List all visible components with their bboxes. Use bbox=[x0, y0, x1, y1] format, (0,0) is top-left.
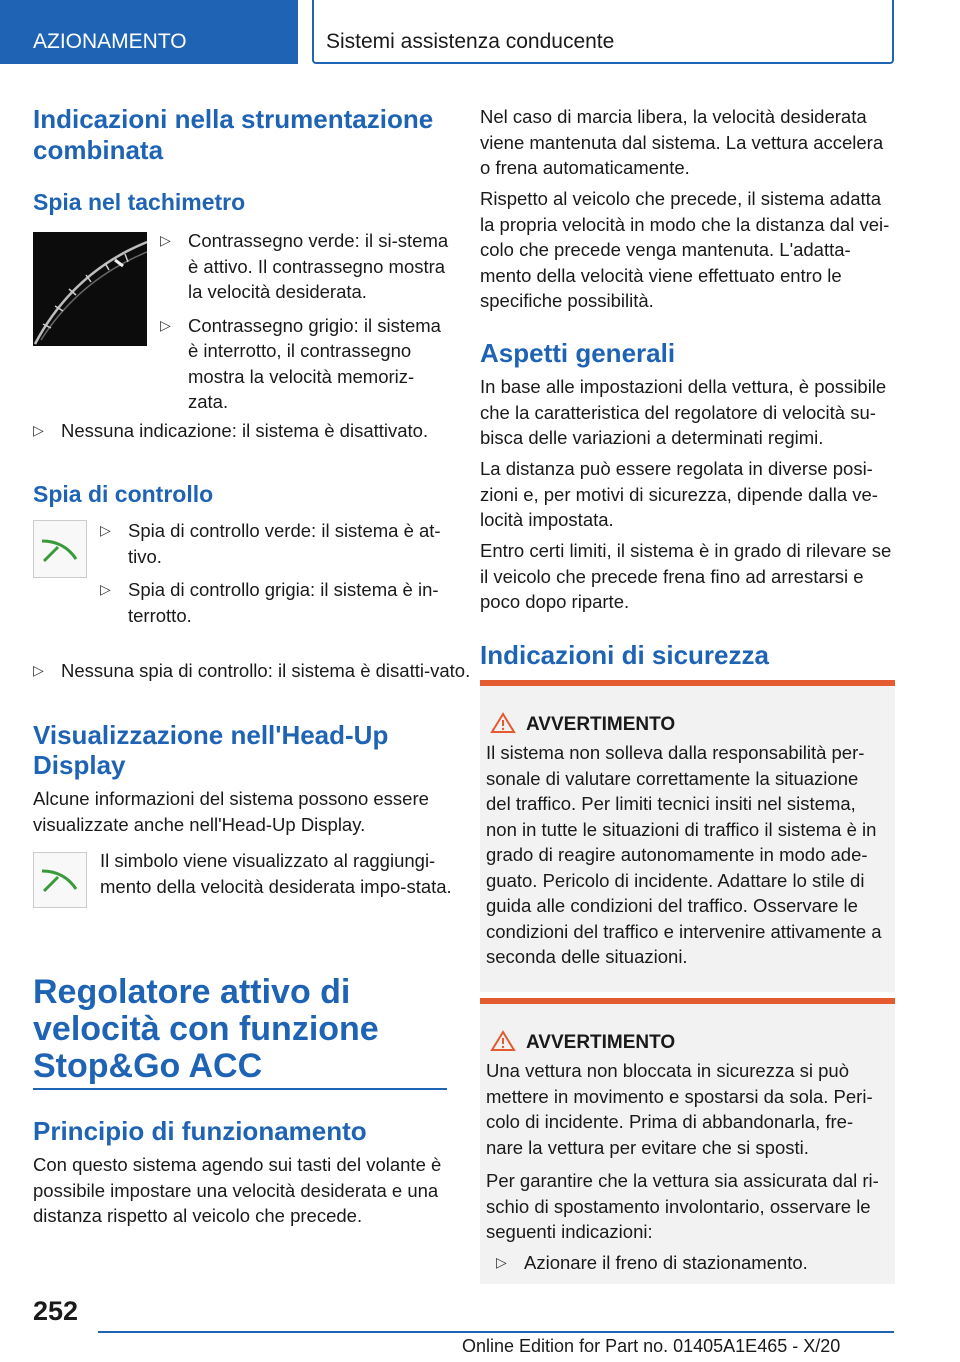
warning-title: AVVERTIMENTO bbox=[526, 1032, 676, 1053]
list-item: ▷ Contrassegno verde: il si-stema è attivo. Il contrassegno mostra la velocità desiderata. bbox=[160, 228, 452, 305]
paragraph-2: Rispetto al veicolo che precede, il sistema adatta la propria velocità in modo che la distanza dal vei-colo che precede venga mantenuta. L'adatta-mento della velocità viene effettuato entro le specifiche possibilità. bbox=[480, 188, 890, 311]
list-item: ▷ Spia di controllo grigia: il sistema è in-terrotto. bbox=[100, 577, 452, 628]
principio-text: Con questo sistema agendo sui tasti del volante è possibile impostare una velocità desiderata e una distanza rispetto al veicolo che precede. bbox=[33, 1154, 442, 1226]
section-divider bbox=[33, 1088, 447, 1090]
paragraph-5: Entro certi limiti, il sistema è in grado di rilevare se il veicolo che precede frena fino ad arrestarsi e poco dopo riparte. bbox=[480, 540, 892, 612]
heading-principio: Principio di funzionamento bbox=[33, 1116, 367, 1146]
hud-text: Alcune informazioni del sistema possono essere visualizzate anche nell'Head-Up Display. bbox=[33, 788, 429, 835]
ctrl-bullet-list bbox=[100, 518, 452, 628]
header-chapter-label: Sistemi assistenza conducente bbox=[326, 30, 615, 53]
list-item: ▷ Azionare il freno di stazionamento. bbox=[496, 1250, 904, 1276]
warning-box bbox=[480, 680, 895, 992]
list-item: ▷ Contrassegno grigio: il sistema è interrotto, il contrassegno mostra la velocità memoriz-zata. bbox=[160, 313, 452, 415]
warning-text: Il sistema non solleva dalla responsabilità per-sonale di valutare correttamente la situazione del traffico. Per limiti tecnici insiti nel sistema, non in tutte le situazioni di traffico il sistema è in grado di reagire autonomamente in modo ade-guato. Pericolo di incidente. Adattare lo stile di guida alle condizioni del traffico. Osservare le condizioni del traffico e intervenire attivamente a seconda delle situazioni. bbox=[486, 742, 882, 967]
paragraph-4: La distanza può essere regolata in diverse posi-zioni e, per motivi di sicurezza, dipende dalla ve-locità impostata. bbox=[480, 458, 878, 530]
heading-aspetti: Aspetti generali bbox=[480, 338, 676, 368]
warning-triangle-icon bbox=[490, 712, 516, 734]
heading-spia-tachimetro: Spia nel tachimetro bbox=[33, 189, 246, 215]
tach-bullet-list bbox=[160, 228, 452, 415]
heading-indicazioni: Indicazioni nella strumentazione combinata bbox=[33, 104, 434, 165]
heading-sicurezza: Indicazioni di sicurezza bbox=[480, 640, 769, 670]
list-item: ▷ Nessuna indicazione: il sistema è disattivato. bbox=[33, 418, 481, 444]
warning-title: AVVERTIMENTO bbox=[526, 714, 676, 735]
list-item: ▷ Spia di controllo verde: il sistema è at-tivo. bbox=[100, 518, 452, 569]
paragraph-1: Nel caso di marcia libera, la velocità desiderata viene mantenuta dal sistema. La vettura accelera o frena automaticamente. bbox=[480, 106, 884, 178]
warning-triangle-icon bbox=[490, 1030, 516, 1052]
heading-spia-controllo: Spia di controllo bbox=[33, 481, 214, 507]
header-chapter-tab bbox=[312, 0, 894, 64]
speedometer-image bbox=[33, 232, 147, 346]
paragraph-3: In base alle impostazioni della vettura, è possibile che la caratteristica del regolatore di velocità su-bisca delle variazioni a determinati regimi. bbox=[480, 376, 887, 448]
header-section-tab bbox=[0, 0, 298, 64]
hud-symbol-icon bbox=[33, 852, 87, 908]
hud-icon-text: Il simbolo viene visualizzato al raggiungi-mento della velocità desiderata impo-stata. bbox=[100, 850, 452, 897]
warning-box bbox=[480, 998, 895, 1284]
warning-text: Per garantire che la vettura sia assicurata dal ri-schio di spostamento involontario, osservare le seguenti indicazioni: bbox=[486, 1170, 879, 1242]
footer-divider bbox=[98, 1331, 894, 1333]
indicator-lamp-icon bbox=[33, 520, 87, 578]
warning-text: Una vettura non bloccata in sicurezza si può mettere in movimento e spostarsi da sola. Peri-colo di incidente. Prima di abbandonarla, fre-nare la vettura per evitare che si sposti. bbox=[486, 1060, 873, 1158]
header-section-label: AZIONAMENTO bbox=[33, 30, 187, 53]
page-number: 252 bbox=[33, 1296, 79, 1326]
list-item: ▷ Nessuna spia di controllo: il sistema è disatti-vato. bbox=[33, 658, 481, 684]
footer-edition: Online Edition for Part no. 01405A1E465 - X/20 bbox=[462, 1336, 841, 1356]
heading-hud: Visualizzazione nell'Head-Up Display bbox=[33, 720, 389, 780]
heading-regolatore: Regolatore attivo di velocità con funzione Stop&Go ACC bbox=[33, 973, 379, 1085]
